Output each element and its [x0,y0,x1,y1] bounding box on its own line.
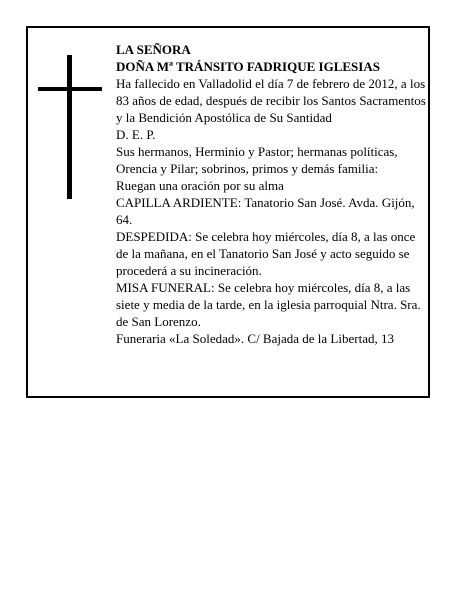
chapel-info: CAPILLA ARDIENTE: Tanatorio San José. Avda. Gijón, 64. [116,195,415,227]
death-notice: Ha fallecido en Valladolid el día 7 de febrero de 2012, a los 83 años de edad, después de recibir los Santos Sacramentos y la Bendición Apostólica de Su Santidad [116,76,426,125]
family-members: Sus hermanos, Herminio y Pastor; hermanas políticas, Orencia y Pilar; sobrinos, primos y demás familia: [116,144,398,176]
prayer-request: Ruegan una oración por su alma [116,178,284,193]
cross-vertical-bar [67,55,72,199]
farewell-info: DESPEDIDA: Se celebra hoy miércoles, día 8, a las once de la mañana, en el Tanatorio San José y acto seguido se procederá a su incineración. [116,229,416,278]
cross-horizontal-bar [38,87,102,91]
obituary-text [116,41,426,347]
deceased-name: DOÑA Mª TRÁNSITO FADRIQUE IGLESIAS [116,59,380,74]
obituary-heading: LA SEÑORA [116,42,191,57]
funeral-home-info: Funeraria «La Soledad». C/ Bajada de la Libertad, 13 [116,331,394,346]
rip-text: D. E. P. [116,127,156,142]
cross-icon [38,55,102,199]
funeral-mass-info: MISA FUNERAL: Se celebra hoy miércoles, día 8, a las siete y media de la tarde, en la iglesia parroquial Ntra. Sra. de San Lorenzo. [116,280,421,329]
obituary-notice [26,26,430,398]
